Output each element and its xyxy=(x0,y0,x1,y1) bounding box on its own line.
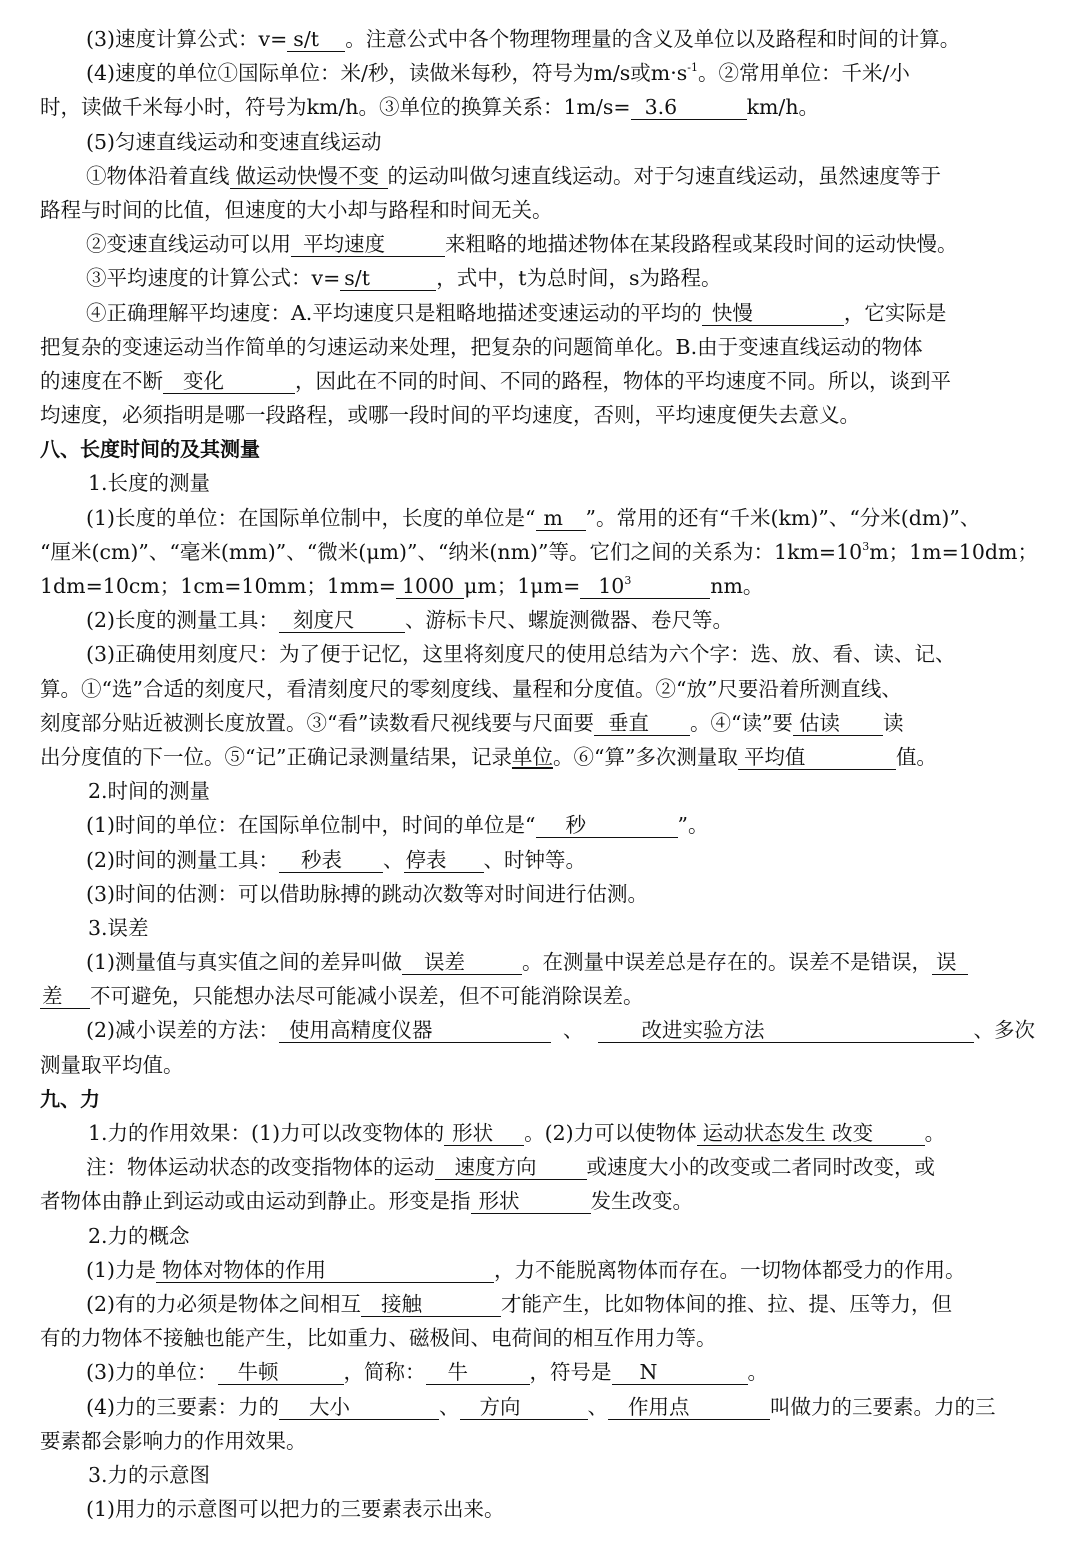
answer-blank: 方向 xyxy=(460,1395,588,1420)
text-line: 出分度值的下一位。⑤“记”正确记录测量结果，记录单位。⑥“算”多次测量取 平均值 值。 xyxy=(40,744,937,769)
text-line: ④正确理解平均速度：A.平均速度只是粗略地描述变速运动的平均的 快慢 ，它实际是 xyxy=(86,300,947,325)
text-line: 刻度部分贴近被测长度放置。③“看”读数看尺视线要与尺面要 垂直 。④“读”要 估读 读 xyxy=(40,710,904,735)
text-line: 时，读做千米每小时，符号为km/h。③单位的换算关系：1m/s= 3.6 km/h。 xyxy=(40,95,820,120)
answer-blank: 形状 xyxy=(444,1121,524,1146)
section-heading: 九、力 xyxy=(40,1086,100,1111)
answer-blank: 刻度尺 xyxy=(279,608,405,633)
section-heading: 八、长度时间的及其测量 xyxy=(40,437,260,462)
text-line: ①物体沿着直线 做运动快慢不变 的运动叫做匀速直线运动。对于匀速直线运动，虽然速度等于 xyxy=(86,163,941,188)
text-line: (5)匀速直线运动和变速直线运动 xyxy=(86,129,382,154)
answer-blank: 牛顿 xyxy=(218,1360,344,1385)
answer-blank: 秒表 xyxy=(279,848,383,873)
answer-blank: 误差 xyxy=(402,950,522,975)
answer-blank: 误 xyxy=(932,950,968,975)
answer-blank: 物体对物体的作用 xyxy=(156,1258,494,1283)
text-line: ③平均速度的计算公式：v= s/t ，式中，t为总时间，s为路程。 xyxy=(86,266,722,291)
answer-blank: 变化 xyxy=(163,369,295,394)
text-line: 差 不可避免，只能想办法尽可能减小误差，但不可能消除误差。 xyxy=(42,984,644,1009)
underlined-answer: 单位 xyxy=(511,744,553,769)
answer-blank: 做运动快慢不变 xyxy=(230,164,388,189)
subsection-title: 1.长度的测量 xyxy=(88,471,211,496)
text-line: 均速度，必须指明是哪一段路程，或哪一段时间的平均速度，否则，平均速度便失去意义。 xyxy=(40,403,860,428)
text-line: (3)正确使用刻度尺：为了便于记忆，这里将刻度尺的使用总结为六个字：选、放、看、读、记、 xyxy=(86,642,956,667)
text-line: 有的力物体不接触也能产生，比如重力、磁极间、电荷间的相互作用力等。 xyxy=(40,1326,717,1351)
subsection-title: 3.力的示意图 xyxy=(88,1462,211,1487)
answer-blank: 1000 xyxy=(396,574,464,599)
answer-blank: 运动状态发生 改变 xyxy=(697,1121,925,1146)
answer-blank: s/t xyxy=(287,27,345,52)
text-line: (4)力的三要素：力的 大小 、 方向 、 作用点 叫做力的三要素。力的三 xyxy=(86,1394,996,1419)
text-line: (3)速度计算公式：v= s/t 。注意公式中各个物理物理量的含义及单位以及路程和时间的计算。 xyxy=(86,27,961,51)
text-line: 把复杂的变速运动当作简单的匀速运动来处理，把复杂的问题简单化。B.由于变速直线运动的物体 xyxy=(40,334,923,359)
text-line: (2)有的力必须是物体之间相互 接触 才能产生，比如物体间的推、拉、提、压等力，但 xyxy=(86,1291,953,1316)
text-line: 者物体由静止到运动或由运动到静止。形变是指 形状 发生改变。 xyxy=(40,1189,693,1214)
answer-blank: 接触 xyxy=(361,1292,501,1317)
answer-blank: 平均值 xyxy=(738,745,896,770)
answer-blank: m xyxy=(536,506,586,531)
answer-blank: 作用点 xyxy=(608,1395,770,1420)
text-line: 的速度在不断 变化 ，因此在不同的时间、不同的路程，物体的平均速度不同。所以，谈到平 xyxy=(40,368,951,393)
answer-blank: 大小 xyxy=(279,1395,439,1420)
text-line: 1.力的作用效果：(1)力可以改变物体的 形状 。(2)力可以使物体 运动状态发生 改变 。 xyxy=(88,1121,946,1145)
answer-blank: 平均速度 xyxy=(291,232,445,257)
text-line: (1)力是 物体对物体的作用 ，力不能脱离物体而存在。一切物体都受力的作用。 xyxy=(86,1257,966,1282)
answer-blank: 使用高精度仪器 xyxy=(279,1018,551,1043)
text-line: (2)长度的测量工具： 刻度尺 、游标卡尺、螺旋测微器、卷尺等。 xyxy=(86,608,734,633)
text-line: (3)时间的估测：可以借助脉搏的跳动次数等对时间进行估测。 xyxy=(86,881,649,906)
subsection-title: 2.时间的测量 xyxy=(88,779,211,804)
answer-blank: 3.6 xyxy=(631,95,747,120)
answer-blank: s/t xyxy=(340,266,436,291)
answer-blank: 垂直 xyxy=(594,711,690,736)
subsection-title: 3.误差 xyxy=(88,915,149,940)
text-line: (4)速度的单位①国际单位：米/秒，读做米每秒，符号为m/s或$m\cdot s^{-1}$。②常用单位：千米/小 xyxy=(86,61,910,86)
text-line: 算。①“选”合适的刻度尺，看清刻度尺的零刻度线、量程和分度值。②“放”尺要沿着所测直线、 xyxy=(40,676,902,701)
text-line: 路程与时间的比值，但速度的大小却与路程和时间无关。 xyxy=(40,197,553,222)
text-line: 要素都会影响力的作用效果。 xyxy=(40,1428,307,1453)
answer-blank: 停表 xyxy=(404,848,484,873)
text-line: (2)时间的测量工具： 秒表 、停表 、时钟等。 xyxy=(86,847,587,872)
answer-blank: 牛 xyxy=(426,1360,530,1385)
text-line: (3)力的单位： 牛顿 ，简称： 牛 ，符号是 N 。 xyxy=(86,1360,769,1385)
text-line: (1)时间的单位：在国际单位制中，时间的单位是“ 秒 ”。 xyxy=(86,813,709,838)
text-line: (2)减小误差的方法： 使用高精度仪器 、 改进实验方法 、多次 xyxy=(86,1018,1036,1043)
text-line: 测量取平均值。 xyxy=(40,1052,184,1077)
text-line: (1)长度的单位：在国际单位制中，长度的单位是“ m ”。常用的还有“千米(km)”、“分米(dm)”、 xyxy=(86,505,981,530)
answer-blank: 估读 xyxy=(793,711,883,736)
answer-blank: N xyxy=(612,1360,748,1385)
text-line: (1)用力的示意图可以把力的三要素表示出来。 xyxy=(86,1497,505,1522)
answer-blank: 速度方向 xyxy=(435,1155,587,1180)
answer-blank: 秒 xyxy=(536,813,678,838)
answer-blank: 形状 xyxy=(471,1189,591,1214)
text-line: ②变速直线运动可以用 平均速度 来粗略的地描述物体在某段路程或某段时间的运动快慢。 xyxy=(86,232,958,257)
text-line: 1dm=10cm；1cm=10mm；1mm= 1000 μm；$1\mu m= 10^3$ nm。 xyxy=(40,574,764,598)
answer-blank: 改进实验方法 xyxy=(598,1018,974,1043)
answer-blank: 差 xyxy=(40,984,90,1009)
text-line: (1)测量值与真实值之间的差异叫做 误差 。在测量中误差总是存在的。误差不是错误， 误 xyxy=(40,945,1044,979)
subsection-title: 2.力的概念 xyxy=(88,1223,190,1248)
text-line: 注：物体运动状态的改变指物体的运动 速度方向 或速度大小的改变或二者同时改变，或 xyxy=(86,1155,935,1180)
answer-blank: $10^3$ xyxy=(580,574,710,599)
answer-blank: 快慢 xyxy=(702,301,844,326)
text-line: “厘米(cm)”、“毫米(mm)”、“微米(μm)”、“纳米(nm)”等。它们之间的关系为：$1km=10^3m$；1m=10dm； xyxy=(40,539,1038,564)
